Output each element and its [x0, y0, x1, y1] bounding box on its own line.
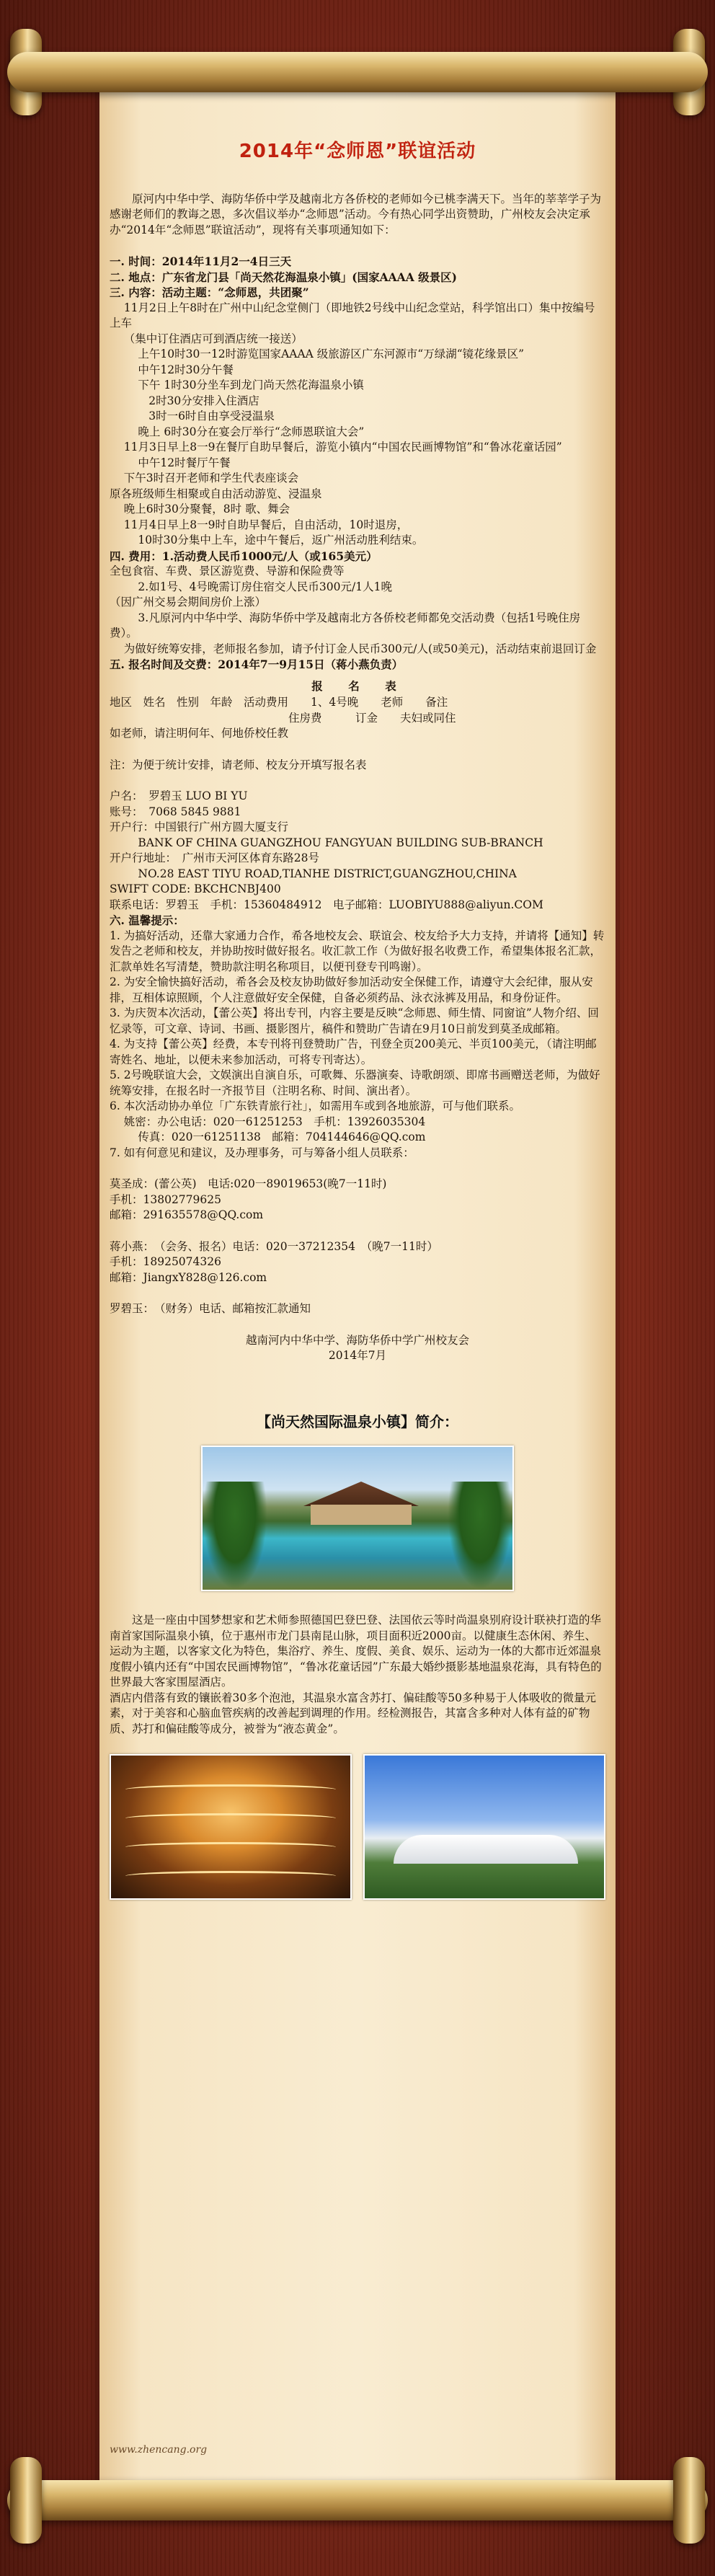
bank-line: 户名： 罗碧玉 LUO BI YU: [110, 789, 248, 802]
registration-form: [110, 695, 605, 773]
contact-line: 手机：18925074326: [110, 1255, 221, 1268]
contact-line: 罗碧玉： （财务）电话、邮箱按汇款通知: [110, 1302, 311, 1315]
scroll-top-rod: [7, 52, 708, 92]
bank-line: 开户行：中国银行广州方圆大厦支行: [110, 820, 289, 833]
schedule-line: 中午12时30分午餐: [110, 363, 234, 376]
contact-line: 邮箱：291635578@QQ.com: [110, 1208, 264, 1221]
resort-hotel-photo: [363, 1754, 605, 1900]
schedule-line: 原各班级师生相聚或自由活动游览、浸温泉: [110, 487, 322, 500]
scroll-bottom-rod: [7, 2480, 708, 2520]
fees-line: 为做好统筹安排，老师报名参加，请予付订金人民币300元/人(或50美元)，活动结束前退回订金: [110, 642, 597, 655]
schedule-line: 下午 1时30分坐车到龙门尚天然花海温泉小镇: [110, 379, 364, 391]
contact-line: 邮箱：JiangxY828@126.com: [110, 1270, 267, 1284]
schedule-line: 11月3日早上8一9在餐厅自助早餐后，游览小镇内“中国农民画博物馆”和“鲁冰花童话园”: [110, 441, 562, 453]
reminders-section: [110, 913, 605, 1161]
schedule-line: 11月4日早上8一9时自助早餐后，自由活动，10时退房，: [110, 518, 409, 531]
bank-line: 账号： 7068 5845 9881: [110, 805, 241, 818]
house-ring: [125, 1871, 336, 1881]
fees-line: 四. 费用：1.活动费人民币1000元/人（或165美元）: [110, 549, 378, 563]
schedule-line: 晚上6时30分聚餐，8时 歌、舞会: [110, 503, 290, 515]
schedule-content: 三. 内容：活动主题：“念师恩，共团聚”: [110, 286, 309, 299]
palm-tree: [203, 1482, 267, 1590]
fees-line: （因广州交易会期间房价上涨）: [110, 596, 267, 608]
schedule-line: 晚上 6时30分在宴会厅举行“念师恩联谊大会”: [110, 425, 365, 438]
house-ring: [125, 1842, 336, 1852]
schedule-line: 下午3时召开老师和学生代表座谈会: [110, 472, 299, 484]
bank-line: NO.28 EAST TIYU ROAD,TIANHE DISTRICT,GUANGZHOU,CHINA: [110, 867, 517, 880]
registration-time: 五. 报名时间及交费：2014年7一9月15日（蒋小燕负责）: [110, 658, 404, 671]
contact-line: 蒋小燕： （会务、报名）电话：020一37212354 （晚7一11时）: [110, 1239, 438, 1253]
resort-intro-title: 【尚天然国际温泉小镇】简介：: [257, 1412, 458, 1430]
notice-content: [110, 141, 605, 1900]
schedule-line: 10时30分集中上车，途中午餐后，返广州活动胜利结束。: [110, 534, 424, 546]
contact-line: 莫圣成：(蕾公英) 电话:020一89019653(晚7一11时): [110, 1177, 387, 1190]
bank-line: 开户行地址： 广州市天河区体育东路28号: [110, 851, 319, 864]
fees-line: 2.如1号、4号晚需订房住宿交人民币300元/1人1晚: [110, 580, 392, 593]
contact-line: 手机：13802779625: [110, 1192, 221, 1206]
reminders-title: 六. 温馨提示：: [110, 913, 185, 927]
bank-info: [110, 789, 605, 913]
bank-line: 联系电话：罗碧玉 手机：15360484912 电子邮箱：LUOBIYU888@aliyun.COM: [110, 898, 543, 911]
building-body: [311, 1505, 412, 1525]
reminder-item: 传真：020一61251138 邮箱：704144646@QQ.com: [110, 1130, 426, 1143]
scroll-bottom-left-knob: [10, 2457, 42, 2544]
schedule-line: 11月2日上午8时在广州中山纪念堂侧门（即地铁2号线中山纪念堂站，科学馆出口）集中按编号上车: [110, 301, 595, 329]
reminder-item: 4. 为支持【蕾公英】经费，本专刊将刊登赞助广告，刊登全页200美元、半页100美元，（请注明邮寄姓名、地址，以便未来参加活动，可将专刊寄达）。: [110, 1037, 597, 1066]
house-ring: [125, 1813, 336, 1823]
resort-intro-text-2: 酒店内借落有致的镶嵌着30多个泡池，其温泉水富含苏打、偏硅酸等50多种易于人体吸收的微量元素，对于美容和心脑血管疾病的改善起到调理的作用。经检测报告，其富含多种对人体有益的矿物质、苏打和偏硅酸等成分，被誉为“液态黄金”。: [110, 1691, 596, 1735]
reminder-item: 2. 为安全愉快搞好活动，希各会及校友协助做好参加活动安全保健工作，请遵守大会纪律，服从安排，互相体谅照顾，个人注意做好安全保健，自备必须药品、泳衣泳裤及用品，和身份证件。: [110, 975, 593, 1004]
palm-tree: [448, 1482, 512, 1590]
reminder-item: 1. 为搞好活动，还靠大家通力合作，希各地校友会、联谊会、校友给予大力支持，并请将【通知】转发告之老师和校友，并协助按时做好报名。收汇款工作（为做好报名收费工作，希望集体报名汇款，汇款单姓名写清楚，赞助款注明名称项目，以便刊登专刊鸣谢）。: [110, 929, 605, 973]
signature-date: 2014年7月: [328, 1349, 387, 1362]
form-teacher-note: 如老师，请注明何年、何地侨校任教: [110, 727, 289, 740]
schedule-line: 中午12时餐厅午餐: [110, 456, 231, 469]
reminder-item: 姚密：办公电话：020一61251253 手机：13926035304: [110, 1115, 426, 1128]
contacts-section: [110, 1177, 605, 1317]
resort-pool-photo: [201, 1446, 514, 1591]
bank-line: BANK OF CHINA GUANGZHOU FANGYUAN BUILDING SUB-BRANCH: [110, 836, 543, 849]
signature-org: 越南河内中华中学、海防华侨中学广州校友会: [245, 1333, 469, 1347]
reminder-item: 3. 为庆贺本次活动，【蕾公英】将出专刊，内容主要是反映“念师恩、师生情、同窗谊”人物介绍、回忆录等，可文章、诗词、书画、摄影图片，稿件和赞助广告请在9月10日前发到莫圣成邮箱。: [110, 1006, 599, 1035]
fees-section: [110, 549, 605, 673]
bank-line: SWIFT CODE: BKCHCNBJ400: [110, 882, 281, 895]
fees-line: 全包食宿、车费、景区游览费、导游和保险费等: [110, 565, 345, 577]
resort-intro-text: 这是一座由中国梦想家和艺术师参照德国巴登巴登、法国依云等时尚温泉别府设计联袂打造的华南首家国际温泉小镇，位于惠州市龙门县南昆山脉，项目面积近2000亩。以健康生态休闲、养生、运动为主题，以客家文化为特色，集浴疗、养生、度假、美食、娱乐、运动为一体的大都市近郊温泉度假小镇内还有“中国农民画博物馆”，“鲁冰花童话园”广东最大婚纱摄影基地温泉花海，具有特色的世界最大客家围屋酒店。: [110, 1614, 602, 1688]
schedule-line: （集中订住酒店可到酒店统一接送）: [110, 332, 303, 345]
form-note: 注：为便于统计安排，请老师、校友分开填写报名表: [110, 758, 367, 771]
building-roof: [289, 1482, 433, 1506]
fees-line: 3.凡原河内中华中学、海防华侨中学及越南北方各侨校老师都免交活动费（包括1号晚住房费）。: [110, 611, 581, 639]
reminder-item: 6. 本次活动协办单位「广东铁青旅行社」，如需用车或到各地旅游，可与他们联系。: [110, 1099, 520, 1112]
website-watermark: www.zhencang.org: [110, 2444, 208, 2456]
house-ring: [125, 1784, 336, 1794]
schedule-time: 一. 时间：2014年11月2一4日三天: [110, 254, 292, 268]
form-header-line: 住房费 订金 夫妇或同住: [110, 711, 456, 725]
hotel-building: [394, 1835, 578, 1864]
intro-paragraph: 原河内中华中学、海防华侨中学及越南北方各侨校的老师如今已桃李满天下。当年的莘莘学子为感谢老师们的教诲之恩，多次倡议举办“念师恩”活动。今有热心同学出资赞助，广州校友会决定承办“2014年“念师恩”联谊活动”，现将有关事项通知如下：: [110, 192, 602, 236]
schedule-place: 二. 地点：广东省龙门县「尚天然花海温泉小镇」(国家AAAA 级景区): [110, 270, 457, 284]
hakka-round-house-photo: [110, 1754, 352, 1900]
form-heading: 报 名 表: [311, 678, 404, 693]
notice-title: 2014年“念师恩”联谊活动: [239, 141, 476, 162]
schedule-line: 上午10时30一12时游览国家AAAA 级旅游区广东河源市“万绿湖“镜花缘景区”: [110, 348, 525, 360]
schedule-section: [110, 254, 605, 549]
schedule-line: 3时一6时自由享受浸温泉: [110, 410, 275, 422]
schedule-line: 2时30分安排入住酒店: [110, 394, 259, 407]
resort-photos-row: [110, 1754, 605, 1900]
form-header-line: 地区 姓名 性别 年龄 活动费用 1、4号晚 老师 备注: [110, 696, 448, 709]
reminder-item: 5. 2号晚联谊大会，文娱演出自演自乐，可歌舞、乐器演奏、诗歌朗颂、即席书画赠送老师，为做好统筹安排，在报名时一齐报节目（注明名称、时间、演出者）。: [110, 1068, 600, 1097]
reminder-item: 7. 如有何意见和建议，及办理事务，可与筹备小组人员联系：: [110, 1146, 414, 1159]
scroll-bottom-right-knob: [673, 2457, 705, 2544]
